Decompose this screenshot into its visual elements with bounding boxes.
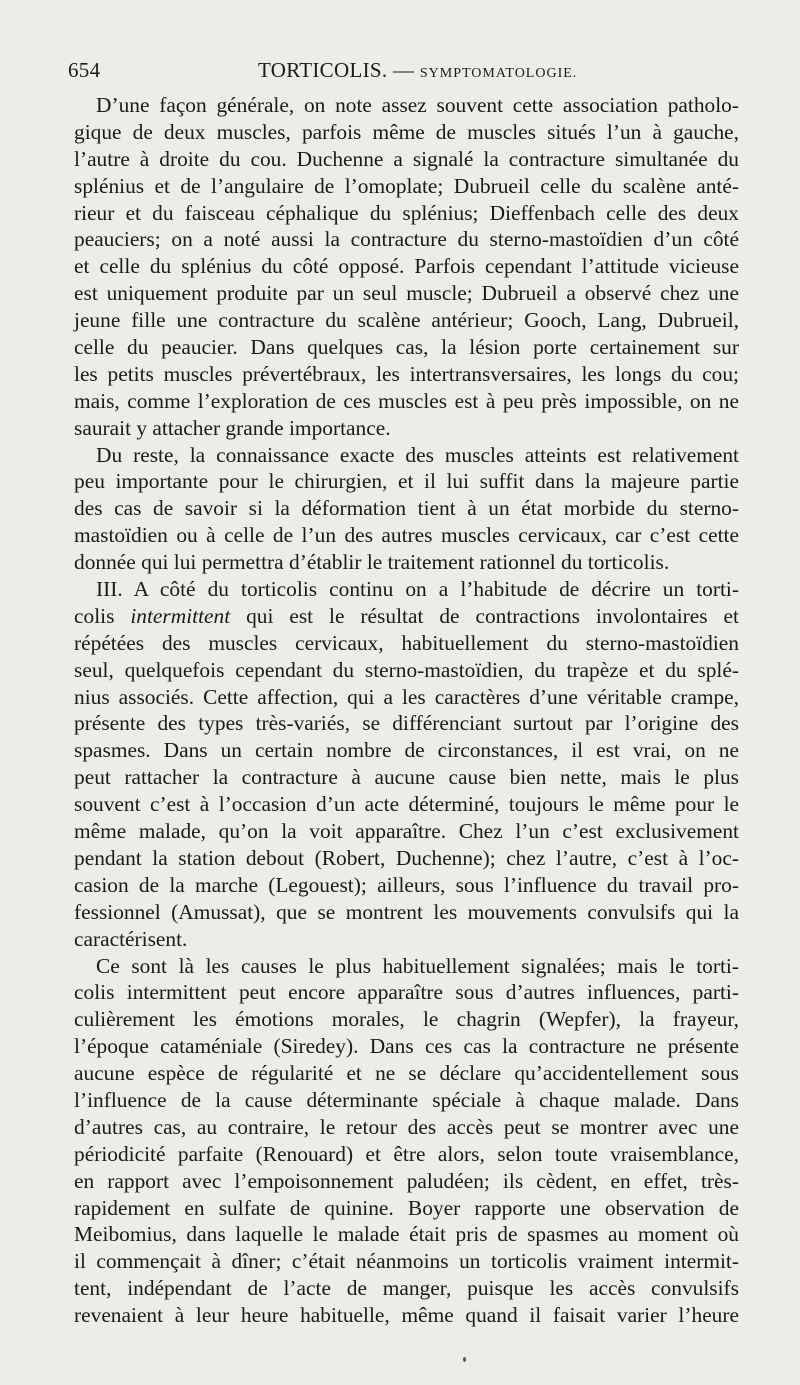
italic-term: intermittent	[130, 603, 231, 628]
text-line: donnée qui lui permettra d’établir le traitement rationnel du torticolis.	[74, 550, 670, 575]
text-line: des cas de savoir si la déformation tient à un état morbide du sterno-	[74, 496, 739, 521]
ink-speck	[463, 1357, 466, 1362]
text-line: spasmes. Dans un certain nombre de circonstances, il est vrai, on ne	[74, 738, 739, 763]
text-line: Meibomius, dans laquelle le malade était pris de spasmes au moment où	[74, 1222, 739, 1247]
text-line: pendant la station debout (Robert, Duchenne); chez l’autre, c’est à l’oc-	[74, 845, 739, 870]
text-line: l’autre à droite du cou. Duchenne a signalé la contracture simultanée du	[74, 146, 739, 171]
text-line: il commençait à dîner; c’était néanmoins un torticolis vraiment intermit-	[74, 1249, 739, 1274]
text-fragment: qui est le résultat de contractions involontaires et	[246, 603, 739, 628]
text-line: tent, indépendant de l’acte de manger, puisque les accès convulsifs	[74, 1276, 739, 1301]
chapter-title: TORTICOLIS.	[258, 58, 388, 82]
running-title	[258, 58, 577, 83]
text-line: revenaient à leur heure habituelle, même quand il faisait varier l’heure	[74, 1303, 739, 1328]
text-line: D’une façon générale, on note assez souvent cette association patholo-	[96, 93, 739, 117]
text-line: casion de la marche (Legouest); ailleurs, sous l’influence du travail pro-	[74, 872, 739, 897]
text-line: jeune fille une contracture du scalène antérieur; Gooch, Lang, Dubrueil,	[74, 308, 739, 333]
page-number: 654	[68, 58, 101, 82]
text-line: peu importante pour le chirurgien, et il lui suffit dans la majeure partie	[74, 469, 739, 494]
text-line: Du reste, la connaissance exacte des muscles atteints est relativement	[96, 442, 739, 467]
text-line: et celle du splénius du côté opposé. Parfois cependant l’attitude vicieuse	[74, 254, 739, 279]
text-line: aucune espèce de régularité et ne se déclare qu’accidentellement sous	[74, 1061, 739, 1086]
text-line: souvent c’est à l’occasion d’un acte déterminé, toujours le même pour le	[74, 792, 739, 817]
text-line: III. A côté du torticolis continu on a l’habitude de décrire un torti-	[96, 577, 739, 602]
title-dash: —	[392, 58, 415, 82]
text-line: les petits muscles prévertébraux, les intertransversaires, les longs du cou;	[74, 361, 739, 386]
text-line: seul, quelquefois cependant du sterno-mastoïdien, du trapèze et du splé-	[74, 657, 739, 682]
text-line: gique de deux muscles, parfois même de muscles situés l’un à gauche,	[74, 119, 739, 144]
text-line: rapidement en sulfate de quinine. Boyer rapporte une observation de	[74, 1195, 739, 1220]
text-line: même malade, qu’on la voit apparaître. Chez l’un c’est exclusivement	[74, 819, 739, 844]
text-fragment: colis	[74, 603, 115, 628]
text-line: peut rattacher la contracture à aucune cause bien nette, mais le plus	[74, 765, 739, 790]
text-line: mastoïdien ou à celle de l’un des autres muscles cervicaux, car c’est cette	[74, 523, 739, 548]
text-line: présente des types très-variés, se différenciant surtout par l’origine des	[74, 711, 739, 736]
text-line: d’autres cas, au contraire, le retour des accès peut se montrer avec une	[74, 1114, 739, 1139]
text-line: colis intermittent peut encore apparaître sous d’autres influences, parti-	[74, 980, 739, 1005]
text-line: culièrement les émotions morales, le chagrin (Wepfer), la frayeur,	[74, 1007, 739, 1032]
text-line: nius associés. Cette affection, qui a les caractères d’une véritable crampe,	[74, 684, 739, 709]
body-text	[74, 92, 739, 1329]
text-line: en rapport avec l’empoisonnement paludéen; ils cèdent, en effet, très-	[74, 1168, 739, 1193]
text-line: mais, comme l’exploration de ces muscles est à peu près impossible, on ne	[74, 388, 739, 413]
running-header	[68, 58, 740, 88]
text-line: l’époque cataméniale (Siredey). Dans ces cas la contracture ne présente	[74, 1034, 739, 1059]
text-line: splénius et de l’angulaire de l’omoplate; Dubrueil celle du scalène anté-	[74, 173, 739, 198]
text-line: peauciers; on a noté aussi la contracture du sterno-mastoïdien d’un côté	[74, 227, 739, 252]
text-line: répétées des muscles cervicaux, habituellement du sterno-mastoïdien	[74, 630, 739, 655]
text-line: Ce sont là les causes le plus habituellement signalées; mais le torti-	[96, 953, 739, 978]
text-line: caractérisent.	[74, 926, 188, 951]
text-line: périodicité parfaite (Renouard) et être alors, selon toute vraisemblance,	[74, 1141, 739, 1166]
text-line: fessionnel (Amussat), que se montrent les mouvements convulsifs qui la	[74, 899, 739, 924]
text-line: celle du peaucier. Dans quelques cas, la lésion porte certainement sur	[74, 335, 739, 360]
text-line: est uniquement produite par un seul muscle; Dubrueil a observé chez une	[74, 281, 739, 306]
section-title: SYMPTOMATOLOGIE.	[419, 66, 578, 81]
text-line: l’influence de la cause déterminante spéciale à chaque malade. Dans	[74, 1087, 739, 1112]
text-line-with-italic	[74, 603, 739, 630]
text-line: rieur et du faisceau céphalique du splénius; Dieffenbach celle des deux	[74, 200, 739, 225]
text-line: saurait y attacher grande importance.	[74, 415, 391, 440]
